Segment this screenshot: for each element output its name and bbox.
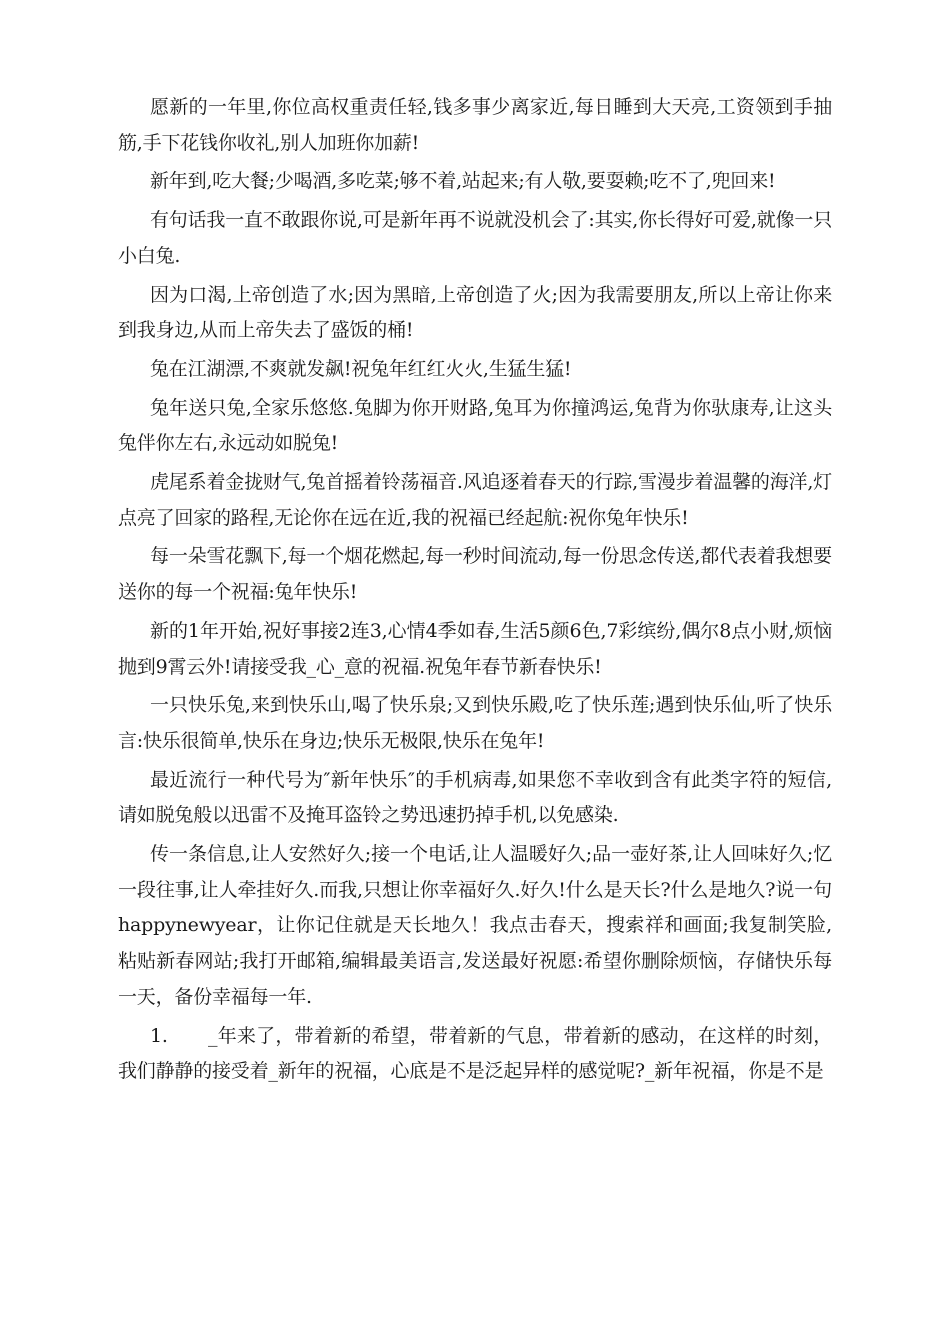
paragraph-1: 愿新的一年里,你位高权重责任轻,钱多事少离家近,每日睡到大天亮,工资领到手抽筋,手下花钱你收礼,别人加班你加薪! xyxy=(118,96,832,154)
paragraph-2: 新年到,吃大餐;少喝酒,多吃菜;够不着,站起来;有人敬,要耍赖;吃不了,兜回来! xyxy=(150,170,776,193)
numbered-paragraph-text: _年来了，带着新的希望，带着新的气息，带着新的感动，在这样的时刻，我们静静的接受着_新年的祝福，心底是不是泛起异样的感觉呢?_新年祝福，你是不是 xyxy=(118,1024,832,1083)
paragraph-3: 有句话我一直不敢跟你说,可是新年再不说就没机会了:其实,你长得好可爱,就像一只小白兔. xyxy=(118,209,832,267)
paragraph-4: 因为口渴,上帝创造了水;因为黑暗,上帝创造了火;因为我需要朋友,所以上帝让你来到我身边,从而上帝失去了盛饭的桶! xyxy=(118,283,832,342)
paragraph-8: 每一朵雪花飘下,每一个烟花燃起,每一秒时间流动,每一份思念传送,都代表着我想要送你的每一个祝福:兔年快乐! xyxy=(118,545,832,604)
list-number: 1. xyxy=(150,1024,168,1047)
paragraph-5: 兔在江湖漂,不爽就发飙!祝兔年红红火火,生猛生猛! xyxy=(150,357,572,380)
paragraph-9: 新的1年开始,祝好事接2连3,心情4季如春,生活5颜6色,7彩缤纷,偶尔8点小财,烦恼抛到9霄云外!请接受我_心_意的祝福.祝兔年春节新春快乐! xyxy=(118,619,832,678)
paragraph-7: 虎尾系着金拢财气,兔首摇着铃荡福音.风追逐着春天的行踪,雪漫步着温馨的海洋,灯点亮了回家的路程,无论你在远在近,我的祝福已经起航:祝你兔年快乐! xyxy=(118,471,832,529)
paragraph-10: 一只快乐兔,来到快乐山,喝了快乐泉;又到快乐殿,吃了快乐莲;遇到快乐仙,听了快乐言:快乐很简单,快乐在身边;快乐无极限,快乐在兔年! xyxy=(118,694,832,752)
paragraph-6: 兔年送只兔,全家乐悠悠.兔脚为你开财路,兔耳为你撞鸿运,兔背为你驮康寿,让这头兔伴你左右,永远动如脱兔! xyxy=(118,396,832,455)
paragraph-11: 最近流行一种代号为″新年快乐″的手机病毒,如果您不幸收到含有此类字符的短信,请如脱兔般以迅雷不及掩耳盗铃之势迅速扔掉手机,以免感染. xyxy=(118,768,832,827)
paragraph-12: 传一条信息,让人安然好久;接一个电话,让人温暖好久;品一壶好茶,让人回味好久;忆一段往事,让人牵挂好久.而我,只想让你幸福好久.好久!什么是天长?什么是地久?说一句happynewyear，让你记住就是天长地久！我点击春天，搜索祥和画面;我复制笑脸,粘贴新春网站;我打开邮箱,编辑最美语言,发送最好祝愿:希望你删除烦恼，存储快乐每一天，备份幸福每一年. xyxy=(118,843,832,1008)
numbered-paragraph xyxy=(118,1019,832,1090)
